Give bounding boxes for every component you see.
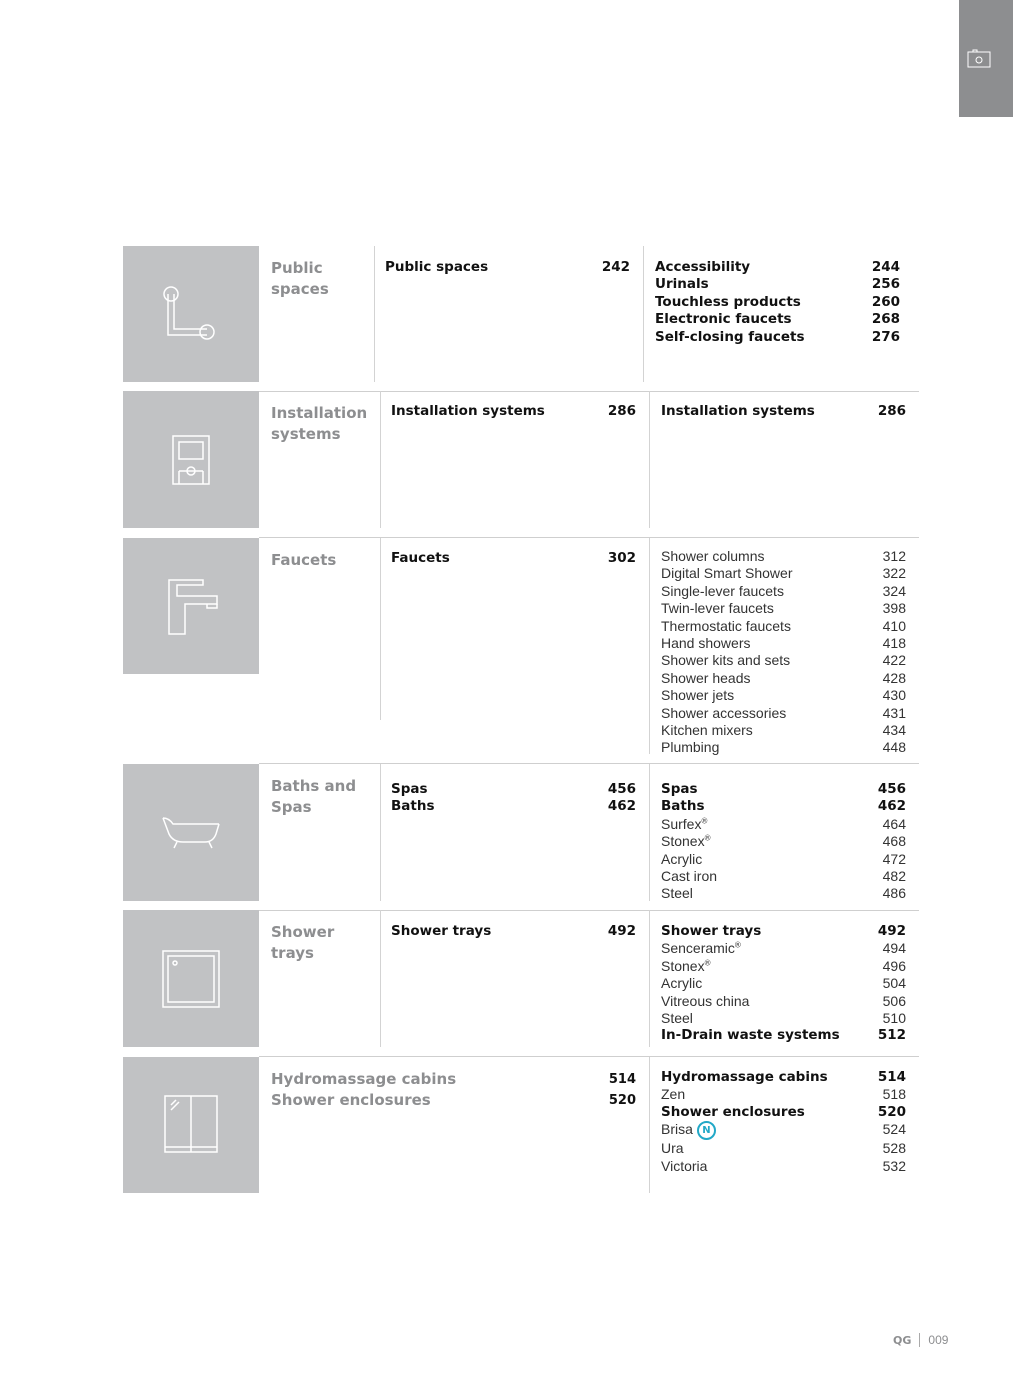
entry-label bbox=[661, 940, 741, 957]
entry-label-text: Shower trays bbox=[661, 923, 762, 939]
entry-label bbox=[661, 1027, 840, 1044]
entry-page: 456 bbox=[607, 781, 636, 797]
list-item[interactable] bbox=[655, 294, 900, 311]
list-item[interactable] bbox=[661, 868, 906, 885]
entry-label bbox=[655, 259, 750, 276]
entry-page: 512 bbox=[877, 1027, 906, 1044]
entry-label-text: Urinals bbox=[655, 276, 709, 293]
entry-page: 492 bbox=[877, 923, 906, 939]
entry-page: 322 bbox=[882, 565, 906, 582]
list-item[interactable] bbox=[661, 687, 906, 704]
section-hydromassage-cabins bbox=[123, 1057, 919, 1193]
entry-label bbox=[661, 1069, 828, 1086]
list-item[interactable] bbox=[661, 885, 906, 902]
entry-label-text: Steel bbox=[661, 1010, 693, 1027]
entry-label-text: Vitreous china bbox=[661, 992, 750, 1009]
entry-label-text: In-Drain waste systems bbox=[661, 1027, 840, 1044]
entry-label bbox=[661, 565, 793, 582]
entry-page: 398 bbox=[882, 600, 906, 617]
entry-label bbox=[655, 294, 801, 311]
entry-label-text: Stonex bbox=[661, 833, 705, 850]
entry-label-text: Ura bbox=[661, 1140, 684, 1157]
section-title: Public spaces bbox=[271, 259, 329, 298]
entry-label bbox=[661, 868, 717, 885]
entry-label-text: Shower jets bbox=[661, 687, 735, 704]
list-item[interactable] bbox=[661, 851, 906, 868]
entry-page: 518 bbox=[882, 1086, 906, 1103]
registered-mark: ® bbox=[704, 833, 711, 843]
entry-label bbox=[661, 798, 705, 815]
entry-label-text: Kitchen mixers bbox=[661, 722, 753, 739]
entry-page: 286 bbox=[877, 403, 906, 419]
section-icon-box bbox=[123, 1057, 259, 1193]
entry-label-text: Brisa bbox=[661, 1121, 693, 1138]
entry-page: 430 bbox=[882, 687, 906, 704]
entry-page: 276 bbox=[871, 328, 900, 345]
divider bbox=[380, 764, 381, 901]
entry-page: 514 bbox=[608, 1072, 636, 1087]
entry-page: 242 bbox=[601, 259, 630, 275]
section-icon-box bbox=[123, 246, 259, 382]
entry-label bbox=[661, 600, 774, 617]
entry-label bbox=[661, 705, 786, 722]
list-item[interactable] bbox=[661, 583, 906, 600]
entry-label bbox=[661, 722, 753, 739]
entry-label bbox=[661, 618, 791, 635]
entry-label bbox=[661, 993, 749, 1010]
entry-label bbox=[661, 833, 711, 850]
entry-page: 510 bbox=[882, 1010, 906, 1027]
entry-label-text: Self-closing faucets bbox=[655, 328, 805, 345]
entry-label bbox=[661, 923, 761, 940]
main-entry[interactable] bbox=[385, 259, 630, 276]
divider bbox=[380, 910, 381, 1047]
entry-label-text: Shower accessories bbox=[661, 704, 787, 721]
divider bbox=[374, 246, 375, 382]
list-item[interactable] bbox=[661, 781, 906, 798]
list-item[interactable] bbox=[661, 565, 906, 582]
entry-label-text: Spas bbox=[661, 781, 698, 797]
list-item[interactable] bbox=[661, 1086, 906, 1103]
list-item[interactable] bbox=[661, 722, 906, 739]
entry-label-text: Surfex bbox=[661, 815, 702, 832]
list-item[interactable] bbox=[661, 403, 906, 420]
list-item[interactable] bbox=[661, 600, 906, 617]
list-item[interactable] bbox=[655, 329, 900, 346]
entry-page: 486 bbox=[882, 885, 906, 902]
entry-page: 528 bbox=[882, 1140, 906, 1157]
entry-page: 434 bbox=[882, 722, 906, 739]
list-item[interactable] bbox=[661, 923, 906, 940]
list-item[interactable] bbox=[661, 958, 906, 975]
entry-label-text: Single-lever faucets bbox=[661, 582, 784, 599]
entry-label-text: Thermostatic faucets bbox=[661, 617, 791, 634]
entry-page: 468 bbox=[882, 833, 906, 850]
entry-page: 504 bbox=[882, 975, 906, 992]
footer-code: QG bbox=[893, 1333, 912, 1347]
list-item[interactable] bbox=[661, 1104, 906, 1121]
list-item[interactable] bbox=[661, 1140, 906, 1157]
divider bbox=[649, 910, 650, 1047]
entry-page: 448 bbox=[882, 739, 906, 756]
main-entry[interactable] bbox=[391, 798, 636, 815]
entry-page: 268 bbox=[871, 311, 900, 328]
list-item[interactable] bbox=[661, 705, 906, 722]
entry-label-text: Steel bbox=[661, 885, 693, 902]
title-entry[interactable] bbox=[271, 1069, 636, 1090]
section-icon-box bbox=[123, 764, 259, 901]
divider bbox=[649, 764, 650, 901]
entry-page: 464 bbox=[882, 815, 906, 832]
entry-page: 431 bbox=[882, 704, 906, 721]
entry-page: 324 bbox=[882, 582, 906, 599]
entry-label bbox=[661, 958, 711, 975]
entry-label-text: Installation systems bbox=[661, 403, 815, 419]
entry-page: 496 bbox=[882, 957, 906, 974]
entry-label-text: Twin-lever faucets bbox=[661, 600, 774, 617]
divider bbox=[649, 1057, 650, 1193]
entry-label-text: Digital Smart Shower bbox=[661, 565, 793, 582]
entry-label bbox=[661, 739, 719, 756]
entry-page: 520 bbox=[877, 1103, 906, 1120]
divider bbox=[380, 538, 381, 720]
sub-entries bbox=[661, 781, 906, 903]
entry-page: 514 bbox=[877, 1069, 906, 1085]
faucet-icon bbox=[123, 538, 259, 674]
section-icon-box bbox=[123, 391, 259, 528]
list-item[interactable] bbox=[661, 798, 906, 815]
entry-label: Spas bbox=[391, 781, 428, 797]
entry-label: Faucets bbox=[391, 550, 450, 566]
list-item[interactable] bbox=[661, 1158, 906, 1175]
entry-label-text: Plumbing bbox=[661, 739, 720, 756]
main-entry[interactable] bbox=[391, 781, 636, 798]
entry-label: Shower enclosures bbox=[271, 1091, 431, 1109]
section-title: Baths and Spas bbox=[271, 777, 357, 816]
list-item[interactable] bbox=[661, 739, 906, 756]
section-icon-box bbox=[123, 538, 259, 674]
section-public-spaces bbox=[123, 246, 919, 382]
entry-page: 256 bbox=[871, 276, 900, 293]
entry-page: 472 bbox=[882, 850, 906, 867]
main-entries bbox=[391, 403, 636, 420]
list-item[interactable] bbox=[661, 1010, 906, 1027]
section-title: Shower trays bbox=[271, 923, 335, 962]
entry-label bbox=[655, 276, 709, 293]
entry-page: 260 bbox=[871, 293, 900, 310]
entry-label bbox=[655, 329, 805, 346]
entry-label-text: Cast iron bbox=[661, 868, 718, 885]
entry-label bbox=[655, 311, 792, 328]
section-installation-systems bbox=[123, 391, 919, 528]
entry-page: 520 bbox=[608, 1093, 636, 1108]
list-item[interactable] bbox=[655, 259, 900, 276]
entry-label-text: Zen bbox=[661, 1086, 686, 1103]
entry-label bbox=[661, 687, 734, 704]
divider bbox=[380, 391, 381, 528]
main-entry[interactable] bbox=[391, 403, 636, 420]
entry-label-text: Shower kits and sets bbox=[661, 652, 791, 669]
section-tab bbox=[959, 0, 1013, 117]
sub-entries bbox=[655, 259, 900, 346]
entry-label bbox=[661, 781, 698, 798]
footer-divider bbox=[919, 1333, 920, 1347]
entry-page: 422 bbox=[882, 652, 906, 669]
entry-page: 532 bbox=[882, 1157, 906, 1174]
entry-label-text: Shower heads bbox=[661, 669, 751, 686]
entry-label bbox=[661, 975, 702, 992]
main-entries bbox=[385, 259, 630, 276]
entry-label: Shower trays bbox=[391, 923, 492, 939]
list-item[interactable] bbox=[661, 670, 906, 687]
section-baths-and-spas bbox=[123, 764, 919, 901]
list-item[interactable] bbox=[661, 940, 906, 957]
shower-enclosure-icon bbox=[123, 1057, 259, 1193]
entry-label bbox=[661, 1104, 805, 1121]
entry-label-text: Electronic faucets bbox=[655, 311, 792, 328]
sub-entries bbox=[661, 403, 906, 420]
new-badge: N bbox=[697, 1121, 716, 1140]
entry-page: 494 bbox=[882, 940, 906, 957]
entry-label-text: Baths bbox=[661, 798, 705, 815]
entry-page: 482 bbox=[882, 868, 906, 885]
entry-label bbox=[661, 1158, 707, 1175]
entry-label-text: Shower enclosures bbox=[661, 1103, 805, 1120]
divider bbox=[649, 538, 650, 754]
entry-label bbox=[661, 1010, 693, 1027]
entry-label-text: Victoria bbox=[661, 1157, 708, 1174]
installation-frame-icon bbox=[123, 391, 259, 527]
list-item[interactable] bbox=[661, 548, 906, 565]
entry-label-text: Hydromassage cabins bbox=[661, 1069, 828, 1085]
page-footer bbox=[893, 1333, 948, 1347]
entry-label: Baths bbox=[391, 798, 435, 815]
list-item[interactable] bbox=[661, 652, 906, 669]
sub-entries bbox=[661, 548, 906, 757]
section-title: Installation systems bbox=[271, 404, 368, 443]
entry-page: 302 bbox=[607, 550, 636, 566]
entry-label bbox=[661, 652, 790, 669]
entry-label: Installation systems bbox=[391, 403, 545, 419]
list-item[interactable] bbox=[661, 993, 906, 1010]
entry-page: 462 bbox=[607, 798, 636, 815]
entry-page: 410 bbox=[882, 617, 906, 634]
entry-page: 286 bbox=[607, 403, 636, 419]
entry-label: Hydromassage cabins bbox=[271, 1070, 457, 1088]
entry-label bbox=[661, 403, 815, 420]
main-entry[interactable] bbox=[391, 550, 636, 567]
entry-label bbox=[661, 670, 751, 687]
entry-label bbox=[661, 1121, 716, 1140]
shower-tray-icon bbox=[123, 910, 259, 1046]
main-entries bbox=[391, 923, 636, 940]
list-item[interactable] bbox=[661, 816, 906, 833]
sub-entries bbox=[661, 923, 906, 1045]
list-item[interactable] bbox=[655, 311, 900, 328]
entry-label-text: Stonex bbox=[661, 957, 705, 974]
sub-entries bbox=[661, 1069, 906, 1175]
entry-label bbox=[661, 1140, 684, 1157]
list-item[interactable] bbox=[661, 635, 906, 652]
entry-label-text: Acrylic bbox=[661, 850, 703, 867]
entry-page: 244 bbox=[871, 259, 900, 275]
list-item[interactable] bbox=[661, 1121, 906, 1140]
section-icon-box bbox=[123, 910, 259, 1047]
section-title: Faucets bbox=[271, 551, 337, 569]
registered-mark: ® bbox=[701, 816, 708, 826]
registered-mark: ® bbox=[704, 958, 711, 968]
section-shower-trays bbox=[123, 910, 919, 1047]
section-faucets bbox=[123, 538, 919, 754]
entry-label bbox=[661, 1086, 685, 1103]
list-item[interactable] bbox=[661, 1069, 906, 1086]
list-item[interactable] bbox=[661, 1027, 906, 1044]
entry-page: 428 bbox=[882, 669, 906, 686]
entry-label-text: Senceramic bbox=[661, 940, 735, 957]
entry-page: 506 bbox=[882, 992, 906, 1009]
list-item[interactable] bbox=[661, 833, 906, 850]
main-entries bbox=[391, 550, 636, 567]
entry-label-text: Touchless products bbox=[655, 293, 801, 310]
entry-label bbox=[661, 885, 693, 902]
page-number: 009 bbox=[928, 1333, 949, 1347]
main-entry[interactable] bbox=[391, 923, 636, 940]
entry-page: 492 bbox=[607, 923, 636, 939]
entry-label bbox=[661, 548, 765, 565]
list-item[interactable] bbox=[661, 618, 906, 635]
entry-label bbox=[661, 816, 707, 833]
bathroom-faucet-icon bbox=[967, 49, 991, 69]
entry-label: Public spaces bbox=[385, 259, 489, 275]
entry-page: 418 bbox=[882, 635, 906, 652]
bathtub-icon bbox=[123, 764, 259, 900]
entry-page: 462 bbox=[877, 798, 906, 815]
registered-mark: ® bbox=[734, 940, 741, 950]
entry-page: 312 bbox=[882, 548, 906, 564]
entry-label-text: Hand showers bbox=[661, 635, 751, 652]
entry-label-text: Acrylic bbox=[661, 975, 703, 992]
title-entry[interactable] bbox=[271, 1090, 636, 1111]
entry-label bbox=[661, 635, 751, 652]
section-titles bbox=[271, 1069, 636, 1111]
entry-page: 456 bbox=[877, 781, 906, 797]
entry-label-text: Accessibility bbox=[655, 259, 751, 275]
entry-label bbox=[661, 583, 784, 600]
list-item[interactable] bbox=[655, 276, 900, 293]
entry-page: 524 bbox=[882, 1121, 906, 1138]
grab-bar-icon bbox=[123, 246, 259, 382]
list-item[interactable] bbox=[661, 975, 906, 992]
divider bbox=[649, 391, 650, 528]
main-entries bbox=[391, 781, 636, 816]
divider bbox=[643, 246, 644, 382]
entry-label bbox=[661, 851, 702, 868]
entry-label-text: Shower columns bbox=[661, 548, 765, 564]
